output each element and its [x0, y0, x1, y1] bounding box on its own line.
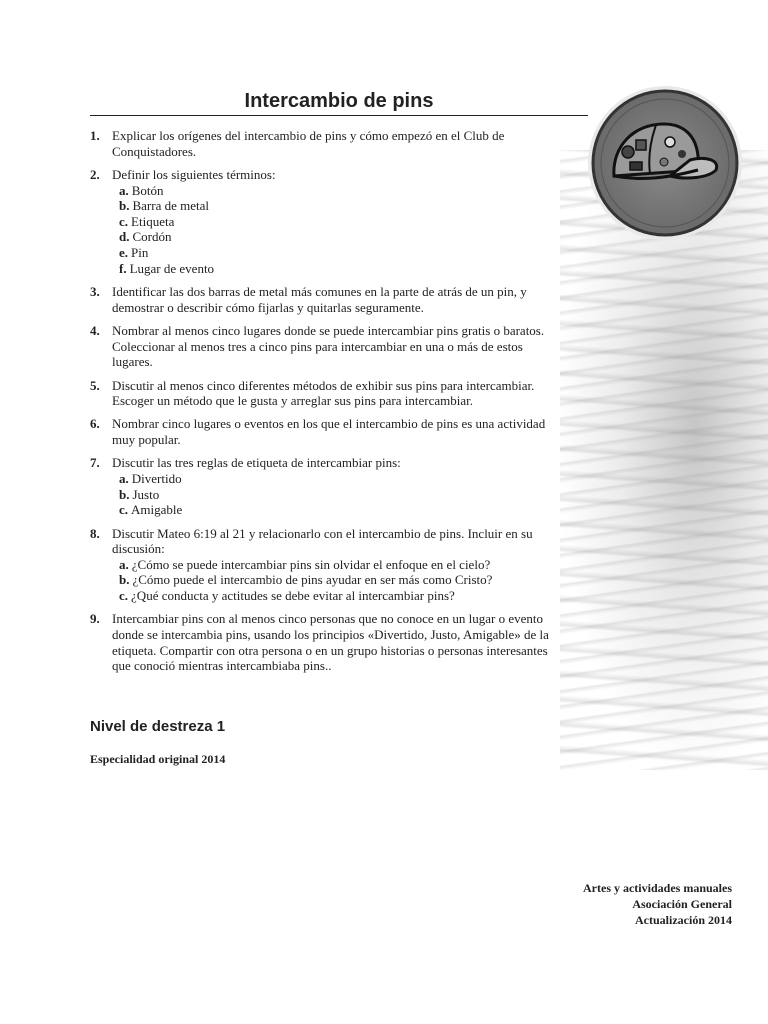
requirement-item [90, 167, 560, 276]
subitem [112, 588, 560, 604]
cap-with-pins-badge-icon [586, 84, 744, 242]
subitem-letter: c. [119, 502, 129, 518]
subitem-letter: c. [119, 213, 129, 229]
subitem-letter: a. [119, 182, 129, 198]
subitem-letter: a. [119, 471, 129, 487]
subitem-text: ¿Cómo puede el intercambio de pins ayudar en ser más como Cristo? [132, 572, 493, 588]
subitem-letter: e. [119, 244, 129, 260]
requirement-number: 2. [90, 166, 100, 182]
subitem [112, 214, 560, 230]
footer-organization: Asociación General [632, 897, 732, 911]
subitem-text: Lugar de evento [129, 260, 215, 276]
subitem-list [112, 557, 560, 604]
subitem-text: Amigable [131, 502, 183, 518]
requirement-item [90, 323, 560, 370]
subitem-text: Botón [131, 182, 164, 198]
subitem-text: Etiqueta [131, 213, 175, 229]
requirement-item [90, 378, 560, 409]
subitem [112, 557, 560, 573]
requirement-number: 8. [90, 525, 100, 541]
subitem-text: Pin [131, 244, 149, 260]
subitem [112, 198, 560, 214]
requirement-text: Intercambiar pins con al menos cinco personas que no conoce en un lugar o evento donde se intercambia pins, usando los principios «Divertido, Justo, Amigable» de la etiqueta. Compartir con otra persona o en un grupo historias o personas interesantes que conoció mientras intercambiaba pins.. [112, 611, 549, 674]
subitem-text: Divertido [131, 471, 182, 487]
subitem-letter: c. [119, 588, 129, 604]
subitem-list [112, 183, 560, 277]
skill-level: Nivel de destreza 1 [90, 718, 226, 735]
requirement-number: 3. [90, 283, 100, 299]
requirement-item [90, 526, 560, 604]
page-title: Intercambio de pins [244, 90, 434, 112]
requirement-number: 4. [90, 322, 100, 338]
requirement-number: 1. [90, 128, 100, 143]
title-rule [90, 115, 588, 116]
requirement-number: 9. [90, 611, 100, 627]
original-specialty: Especialidad original 2014 [90, 752, 226, 766]
subitem-letter: d. [119, 229, 130, 245]
subitem [112, 261, 560, 277]
subitem-text: Justo [132, 486, 160, 502]
subitem-letter: a. [119, 556, 129, 572]
footer-update: Actualización 2014 [635, 913, 732, 927]
subitem [112, 572, 560, 588]
requirement-number: 7. [90, 455, 100, 471]
subitem-text: Barra de metal [132, 198, 209, 214]
subitem [112, 471, 560, 487]
subitem-letter: b. [119, 198, 130, 214]
requirement-text: Discutir al menos cinco diferentes métodos de exhibir sus pins para intercambiar. Escoger un método que le gusta y arreglar sus pins para intercambiar. [112, 377, 535, 409]
subitem-text: ¿Cómo se puede intercambiar pins sin olvidar el enfoque en el cielo? [131, 556, 491, 572]
subitem [112, 502, 560, 518]
subitem-letter: b. [119, 486, 130, 502]
subitem-letter: f. [119, 260, 127, 276]
requirement-text: Discutir las tres reglas de etiqueta de intercambiar pins: [112, 455, 401, 471]
requirement-item [90, 455, 560, 517]
subitem [112, 487, 560, 503]
requirement-number: 6. [90, 416, 100, 432]
subitem-list [112, 471, 560, 518]
requirement-item [90, 416, 560, 447]
requirement-text: Identificar las dos barras de metal más comunes en la parte de atrás de un pin, y demostrar o describir cómo fijarlas y quitarlas seguramente. [112, 283, 527, 315]
requirements-list [90, 128, 560, 682]
footer-credits [583, 880, 732, 928]
subitem [112, 183, 560, 199]
requirement-text: Nombrar cinco lugares o eventos en los que el intercambio de pins es una actividad muy popular. [112, 416, 546, 448]
subitem-text: Cordón [132, 229, 172, 245]
subitem-text: ¿Qué conducta y actitudes se debe evitar al intercambiar pins? [131, 588, 455, 604]
subitem [112, 229, 560, 245]
requirement-item [90, 284, 560, 315]
decorative-texture [560, 150, 768, 770]
requirement-number: 5. [90, 377, 100, 393]
requirement-text: Explicar los orígenes del intercambio de pins y cómo empezó en el Club de Conquistadores. [112, 128, 505, 159]
requirement-text: Definir los siguientes términos: [112, 166, 276, 182]
requirement-item [90, 128, 560, 159]
subitem [112, 245, 560, 261]
subitem-letter: b. [119, 572, 130, 588]
requirement-text: Nombrar al menos cinco lugares donde se puede intercambiar pins gratis o baratos. Coleccionar al menos tres a cinco pins para intercambiar en una o más de estos lugares. [112, 322, 545, 370]
requirement-item [90, 611, 560, 673]
footer-category: Artes y actividades manuales [583, 881, 732, 895]
requirement-text: Discutir Mateo 6:19 al 21 y relacionarlo con el intercambio de pins. Incluir en su discusión: [112, 525, 533, 557]
